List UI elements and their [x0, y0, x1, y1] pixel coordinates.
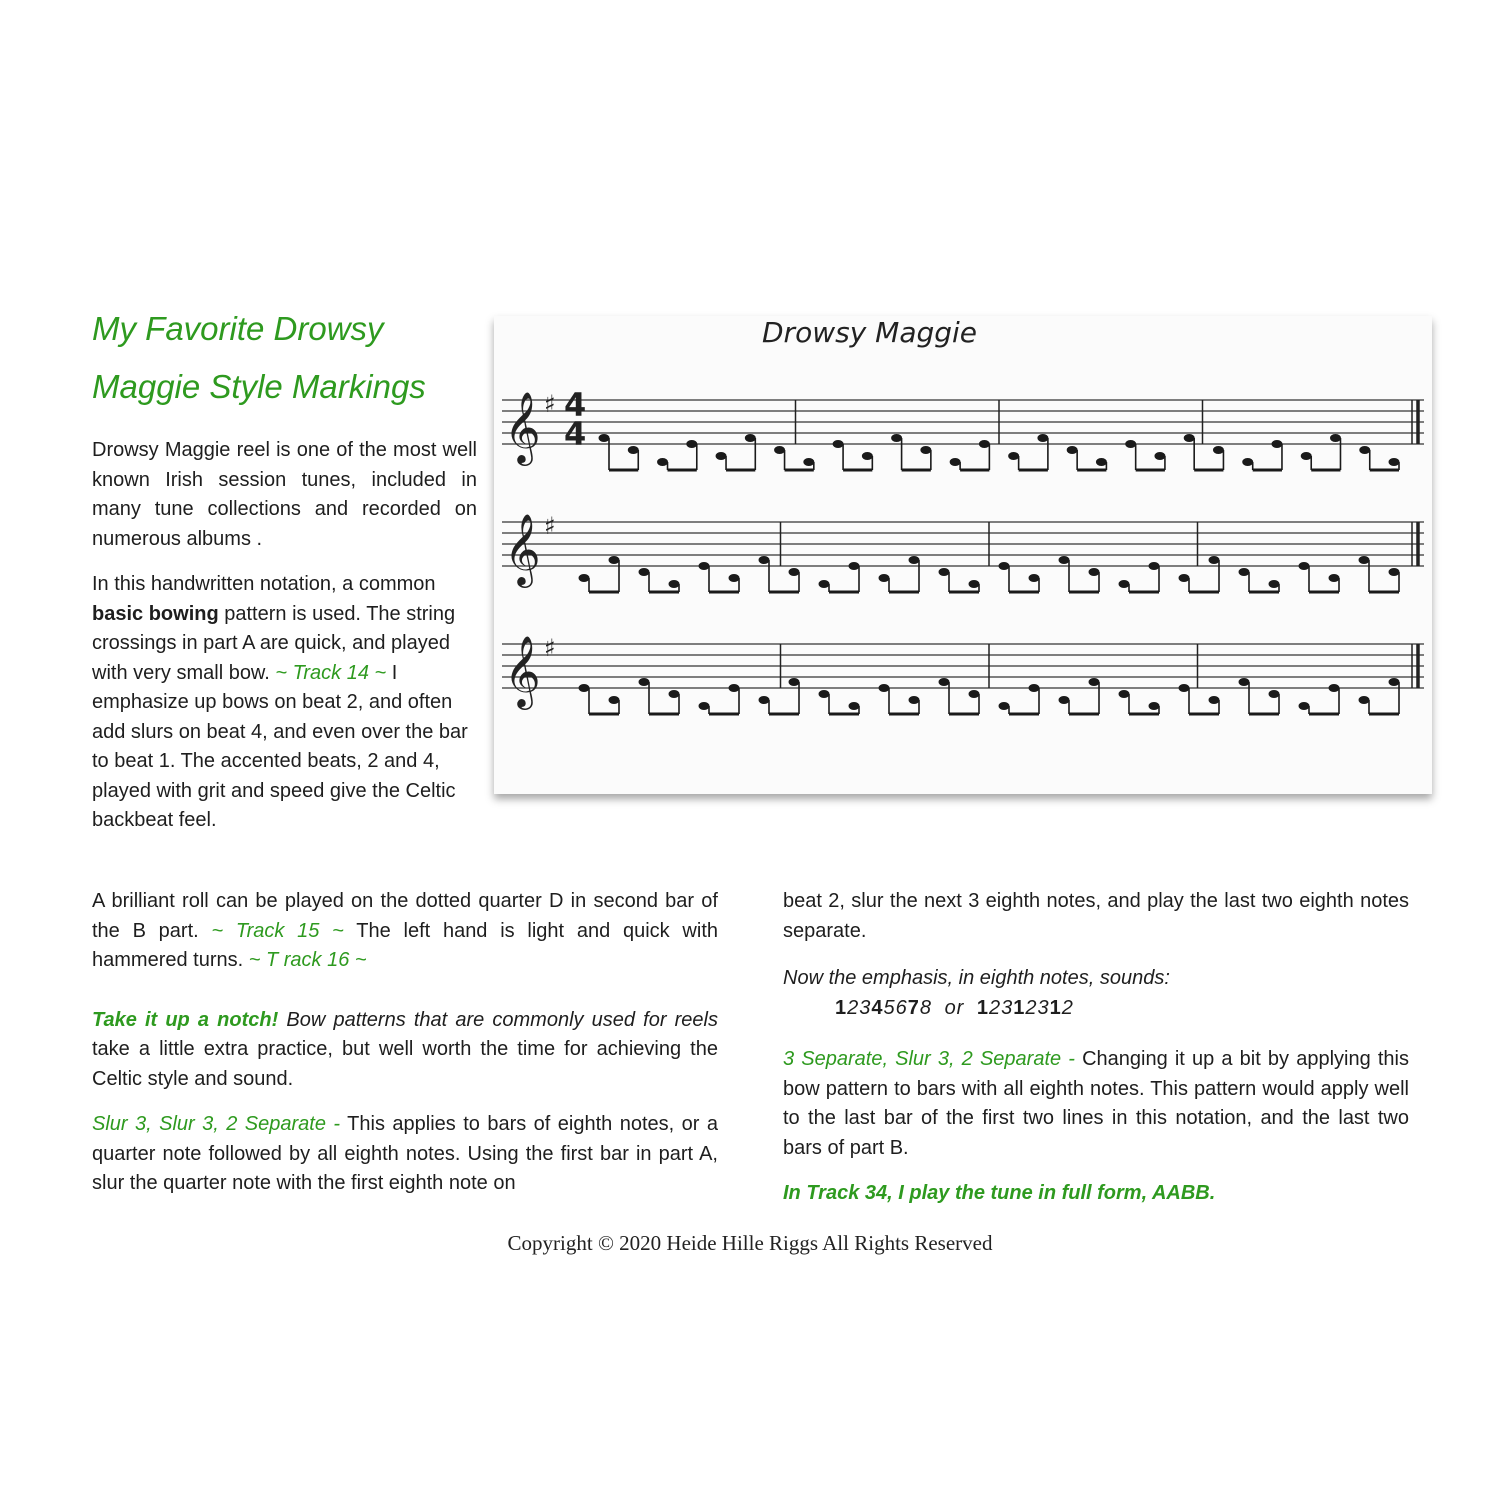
note-head: [819, 690, 830, 698]
note-head: [759, 696, 770, 704]
intro-p2-a: In this handwritten notation, a common: [92, 573, 436, 595]
intro-p2-c: I emphasize up bows on beat 2, and often add slurs on beat 4, and even over the bar to beat 1. The accented beats, 2 and 4, played with grit and speed give the Celtic backbeat feel.: [92, 661, 468, 831]
note-head: [1029, 574, 1040, 582]
intro-p2-b: pattern is used. The string crossings in part A are quick, and played with very small bow.: [92, 602, 456, 684]
key-signature-sharp: ♯: [544, 512, 556, 540]
note-head: [657, 458, 668, 466]
note-head: [1213, 446, 1224, 454]
emphasis-count: 5: [883, 996, 896, 1019]
emphasis-or: or: [944, 996, 965, 1019]
note-head: [1239, 678, 1250, 686]
note-head: [1125, 440, 1136, 448]
note-head: [862, 452, 873, 460]
note-head: [699, 702, 710, 710]
note-head: [1096, 458, 1107, 466]
note-head: [909, 556, 920, 564]
title-line-1: My Favorite Drowsy: [92, 310, 384, 347]
note-head: [1037, 434, 1048, 442]
time-signature-top: 4: [564, 386, 587, 424]
note-head: [1119, 690, 1130, 698]
emphasis-count: 2: [989, 996, 1002, 1019]
treble-clef: 𝄞: [504, 634, 541, 707]
emphasis-count: 3: [1037, 996, 1050, 1019]
note-head: [1184, 434, 1195, 442]
track-16-reference: ~ T rack 16 ~: [248, 949, 367, 971]
note-head: [1149, 562, 1160, 570]
note-head: [939, 678, 950, 686]
note-head: [789, 678, 800, 686]
note-head: [999, 702, 1010, 710]
note-head: [1299, 702, 1310, 710]
notch-p-b: take a little extra practice, but well worth the time for achieving the Celtic style and sound.: [92, 1038, 718, 1090]
intro-p2-bold: basic bowing: [92, 602, 219, 625]
emphasis-count: 1: [976, 996, 990, 1019]
note-head: [920, 446, 931, 454]
emphasis-count: 7: [907, 996, 920, 1019]
note-head: [1242, 458, 1253, 466]
note-head: [879, 684, 890, 692]
note-head: [1209, 696, 1220, 704]
note-head: [1301, 452, 1312, 460]
slur-paragraph: [92, 1110, 718, 1199]
emphasis-count: 8: [919, 996, 932, 1019]
note-head: [1119, 580, 1130, 588]
note-head: [729, 684, 740, 692]
track-15-reference: ~ Track 15 ~: [211, 919, 344, 942]
page-title: [92, 300, 492, 416]
note-head: [1329, 574, 1340, 582]
emphasis-count: 4: [871, 996, 884, 1019]
emphasis-count: 2: [1025, 996, 1038, 1019]
note-head: [1299, 562, 1310, 570]
emphasis-intro: Now the emphasis, in eighth notes, sounds:: [783, 967, 1170, 989]
note-head: [789, 568, 800, 576]
emphasis-count: 3: [859, 996, 872, 1019]
emphasis-count: 1: [1013, 996, 1026, 1019]
note-head: [969, 690, 980, 698]
note-head: [1179, 684, 1190, 692]
continuation-paragraph: beat 2, slur the next 3 eighth notes, and play the last two eighth notes separate.: [783, 890, 1409, 942]
separate-body: Changing it up a bit by applying this bow pattern to bars with all eighth notes. This pattern would apply well to the last bar of the first two lines in this notation, and the last two bars of part B.: [783, 1048, 1409, 1159]
note-head: [939, 568, 950, 576]
note-head: [969, 580, 980, 588]
note-head: [1029, 684, 1040, 692]
note-head: [979, 440, 990, 448]
note-head: [599, 434, 610, 442]
sheet-title: Drowsy Maggie: [762, 316, 978, 349]
emphasis-sequence-b: [977, 997, 1074, 1019]
roll-p-a: A brilliant roll can be played on the dotted quarter D in second bar of the B part.: [92, 890, 718, 942]
note-head: [579, 684, 590, 692]
note-head: [1269, 690, 1280, 698]
note-head: [669, 690, 680, 698]
note-head: [699, 562, 710, 570]
note-head: [745, 434, 756, 442]
note-head: [1154, 452, 1165, 460]
notch-heading: Take it up a notch!: [92, 1008, 279, 1031]
note-head: [891, 434, 902, 442]
note-head: [1329, 684, 1340, 692]
note-head: [628, 446, 639, 454]
note-head: [1008, 452, 1019, 460]
note-head: [1359, 696, 1370, 704]
intro-paragraph-1: Drowsy Maggie reel is one of the most well known Irish session tunes, included in many tune collections and recorded on numerous albums .: [92, 439, 477, 550]
note-head: [803, 458, 814, 466]
note-head: [1359, 446, 1370, 454]
note-head: [819, 580, 830, 588]
note-head: [639, 568, 650, 576]
note-head: [950, 458, 961, 466]
note-head: [759, 556, 770, 564]
note-head: [609, 556, 620, 564]
note-head: [609, 696, 620, 704]
note-head: [1089, 568, 1100, 576]
note-head: [999, 562, 1010, 570]
separate-heading: 3 Separate, Slur 3, 2 Separate -: [783, 1048, 1075, 1070]
lower-right-column: [783, 887, 1409, 1225]
note-head: [1209, 556, 1220, 564]
note-head: [1269, 580, 1280, 588]
note-head: [716, 452, 727, 460]
key-signature-sharp: ♯: [544, 390, 556, 418]
note-head: [849, 562, 860, 570]
note-head: [1271, 440, 1282, 448]
emphasis-count: 2: [1061, 996, 1074, 1019]
intro-column: [92, 436, 477, 852]
note-head: [849, 702, 860, 710]
emphasis-count: 1: [1049, 996, 1062, 1019]
emphasis-count: 6: [895, 996, 908, 1019]
note-head: [579, 574, 590, 582]
note-head: [639, 678, 650, 686]
intro-paragraph-2: [92, 570, 477, 836]
note-head: [1389, 678, 1400, 686]
separate-paragraph: [783, 1045, 1409, 1163]
key-signature-sharp: ♯: [544, 634, 556, 662]
emphasis-sequence: [783, 994, 1409, 1024]
note-head: [1089, 678, 1100, 686]
note-head: [1330, 434, 1341, 442]
note-head: [1239, 568, 1250, 576]
slur-body: This applies to bars of eighth notes, or a quarter note followed by all eighth notes. Using the first bar in part A, slur the quarter note with the first eighth note on: [92, 1113, 718, 1194]
note-head: [879, 574, 890, 582]
emphasis-count: 2: [847, 996, 860, 1019]
notch-p-a: Bow patterns that are commonly used for reels: [278, 1008, 718, 1031]
note-head: [1359, 556, 1370, 564]
emphasis-count: 3: [1001, 996, 1014, 1019]
treble-clef: 𝄞: [504, 512, 541, 585]
emphasis-count: 1: [835, 996, 848, 1019]
note-head: [833, 440, 844, 448]
roll-p-b: The left hand is light and quick with hammered turns.: [92, 919, 719, 971]
note-head: [1389, 458, 1400, 466]
lower-left-column: [92, 887, 718, 1215]
note-head: [1059, 556, 1070, 564]
emphasis-sequence-a: [835, 997, 932, 1019]
time-signature-bottom: 4: [564, 415, 587, 453]
note-head: [1179, 574, 1190, 582]
sheet-music-score: [494, 316, 1432, 794]
title-line-2: Maggie Style Markings: [92, 368, 426, 405]
track-34-note: In Track 34, I play the tune in full form, AABB.: [783, 1182, 1216, 1204]
notch-paragraph: [92, 1006, 718, 1095]
note-head: [1067, 446, 1078, 454]
treble-clef: 𝄞: [504, 390, 541, 463]
note-head: [909, 696, 920, 704]
note-head: [686, 440, 697, 448]
roll-paragraph: [92, 887, 718, 976]
staves: [502, 390, 1424, 714]
slur-heading: Slur 3, Slur 3, 2 Separate -: [92, 1113, 341, 1135]
note-head: [1059, 696, 1070, 704]
note-head: [1149, 702, 1160, 710]
note-head: [774, 446, 785, 454]
sheet-music-image: [494, 316, 1432, 794]
copyright-footer: Copyright © 2020 Heide Hille Riggs All Rights Reserved: [507, 1231, 993, 1255]
note-head: [669, 580, 680, 588]
note-head: [1389, 568, 1400, 576]
note-head: [729, 574, 740, 582]
track-14-reference: ~ Track 14 ~: [275, 661, 387, 684]
